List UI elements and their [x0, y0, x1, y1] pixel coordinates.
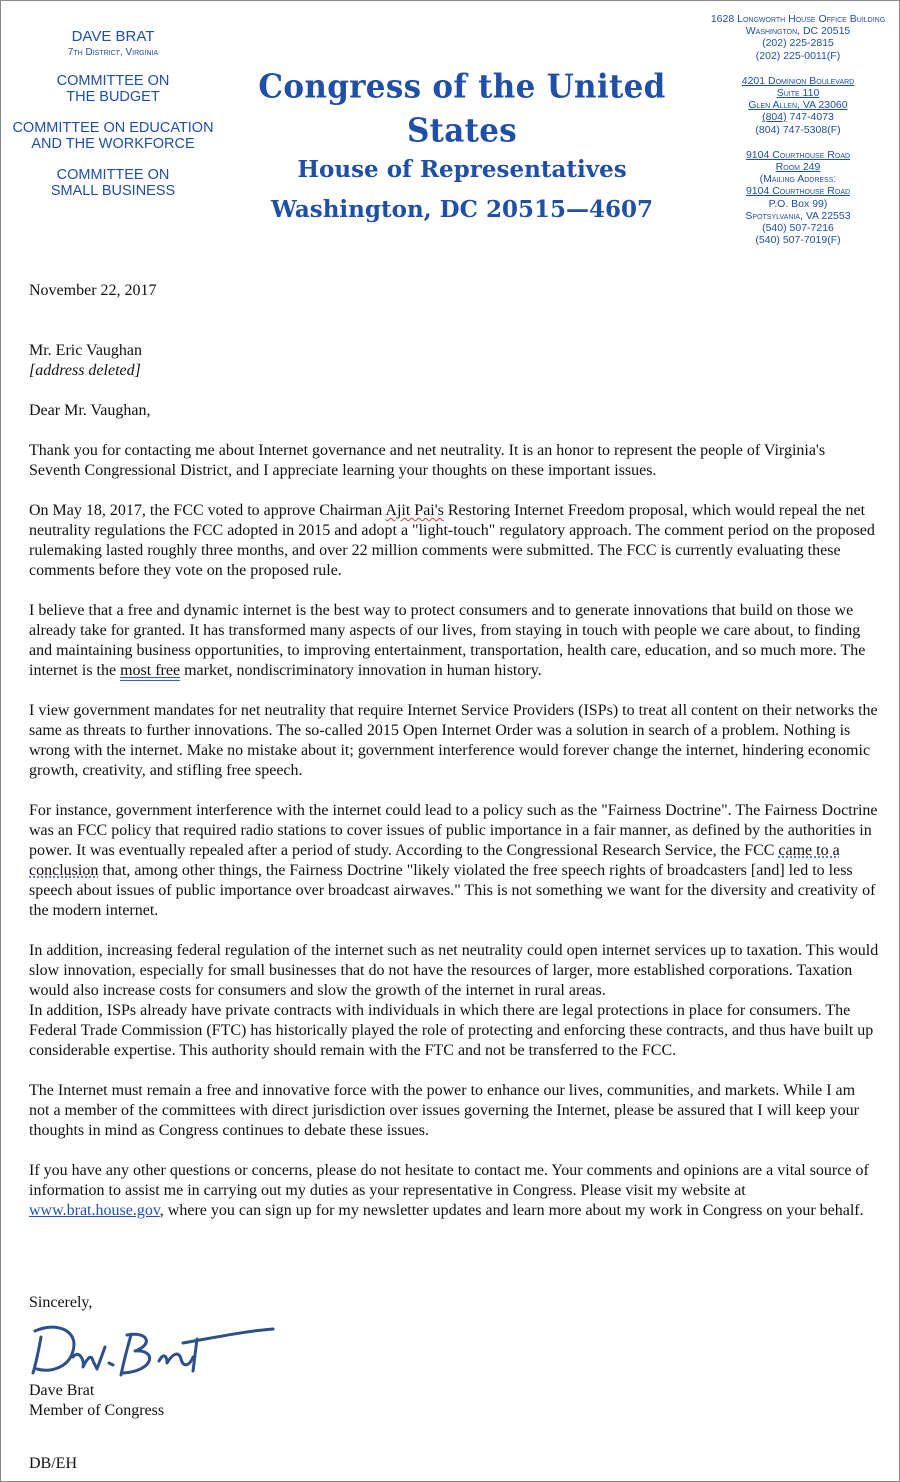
paragraph-8: If you have any other questions or concerns, please do not hesitate to contact me. Your comments and opinions are a vital source of information to assist me in carrying out my duties as your representative in Congress. Please visit my website at www.brat.house.gov, where you can sign up for my newsletter updates and learn more about my work in Congress on your behalf. — [29, 1162, 869, 1219]
committee-education: COMMITTEE ON EDUCATION AND THE WORKFORCE — [12, 119, 214, 152]
paragraph-6a: In addition, increasing federal regulation of the internet such as net neutrality could open internet services up to taxation. This would slow innovation, especially for small businesses that do not have the resources of larger, more established corporations. Taxation would also increase costs for consumers and slow the growth of the internet in rural areas. — [29, 942, 879, 999]
typist-initials: DB/EH — [29, 1455, 77, 1472]
salutation: Dear Mr. Vaughan, — [29, 402, 151, 419]
paragraph-3: I believe that a free and dynamic internet is the best way to protect consumers and to generate innovations that build on those we already take for granted. It has transformed many aspects of our lives, from staying in touch with people we care about, to finding and maintaining business opportunities, to improving entertainment, transportation, health care, education, and so much more. The internet is the most free market, nondiscriminatory innovation in human history. — [29, 602, 866, 679]
house-title: House of Representatives — [297, 156, 627, 183]
member-name: DAVE BRAT — [71, 28, 155, 45]
committee-budget: COMMITTEE ON THE BUDGET — [56, 72, 170, 105]
signer-title: Member of Congress — [29, 1402, 165, 1419]
paragraph-4: I view government mandates for net neutrality that require Internet Service Providers (ISPs) to treat all content on their networks the same as threats to further innovations. The so-called 2015 Open Internet Order was a solution in search of a problem. Nothing is wrong with the internet. Make no mistake about it; government interference would forever change the internet, hindering economic growth, creativity, and stifling free speech. — [29, 702, 878, 779]
signer-block — [29, 1381, 429, 1421]
letter-body — [29, 281, 879, 1241]
dc-office: 1628 Longworth House Office Building Washington, DC 20515 (202) 225-2815 (202) 225-0011(F) — [710, 13, 886, 62]
member-district: 7th District, Virginia — [67, 46, 159, 58]
style-mark: came to a conclusion — [29, 842, 840, 879]
letterhead-left — [7, 29, 219, 200]
letterhead-title — [227, 67, 697, 231]
washington-address: Washington, DC 20515—4607 — [271, 196, 653, 223]
spotsylvania-office: 9104 Courthouse Road Room 249 (Mailing Address: 9104 Courthouse Road P.O. Box 99) Spotsylvania, VA 22553 (540) 507-7216 (540) 507-7019(F) — [745, 148, 851, 247]
signature — [27, 1309, 277, 1389]
paragraph-5: For instance, government interference with the internet could lead to a policy such as the "Fairness Doctrine". The Fairness Doctrine was an FCC policy that required radio stations to cover issues of public importance in a fair manner, as defined by the authorities in power. It was eventually repealed after a period of study. According to the Congressional Research Service, the FCC came to a conclusion that, among other things, the Fairness Doctrine "likely violated the free speech rights of broadcasters [and] led to less speech about issues of public importance over broadcast airwaves." This is not something we want for the diversity and creativity of the modern internet. — [29, 802, 878, 919]
congress-title: Congress of the United States — [258, 68, 666, 150]
recipient-address: [address deleted] — [29, 362, 141, 379]
grammar-mark: most free — [120, 662, 181, 679]
spellcheck-mark: Ajit Pai's — [385, 502, 444, 519]
paragraph-7: The Internet must remain a free and innovative force with the power to enhance our lives, communities, and markets. While I am not a member of the committees with direct jurisdiction over issues governing the Internet, please be assured that I will keep your thoughts in mind as Congress continues to debate these issues. — [29, 1082, 859, 1139]
letterhead-offices — [695, 13, 900, 259]
signer-name: Dave Brat — [29, 1382, 95, 1399]
letter-date: November 22, 2017 — [29, 282, 157, 299]
closing: Sincerely, — [29, 1294, 93, 1311]
paragraph-6b: In addition, ISPs already have private contracts with individuals in which there are legal protections in place for consumers. The Federal Trade Commission (FTC) has historically played the role of protecting and enforcing these contracts, and thus have built up considerable expertise. This authority should remain with the FTC and not be transferred to the FCC. — [29, 1002, 874, 1059]
website-link[interactable]: www.brat.house.gov — [29, 1202, 160, 1219]
recipient-block — [29, 341, 879, 381]
recipient-name: Mr. Eric Vaughan — [29, 342, 143, 359]
committee-small-business: COMMITTEE ON SMALL BUSINESS — [50, 166, 176, 199]
glen-allen-office: 4201 Dominion Boulevard Suite 110 Glen Allen, VA 23060 (804) 747-4073 (804) 747-5308(F) — [741, 74, 855, 136]
paragraph-1: Thank you for contacting me about Internet governance and net neutrality. It is an honor to represent the people of Virginia's Seventh Congressional District, and I appreciate learning your thoughts on these important issues. — [29, 442, 826, 479]
paragraph-2: On May 18, 2017, the FCC voted to approve Chairman Ajit Pai's Restoring Internet Freedom proposal, which would repeal the net neutrality regulations the FCC adopted in 2015 and adopt a "light-touch" regulatory approach. The comment period on the proposed rulemaking lasted roughly three months, and over 22 million comments were submitted. The FCC is currently evaluating these comments before they vote on the proposed rule. — [29, 502, 875, 579]
